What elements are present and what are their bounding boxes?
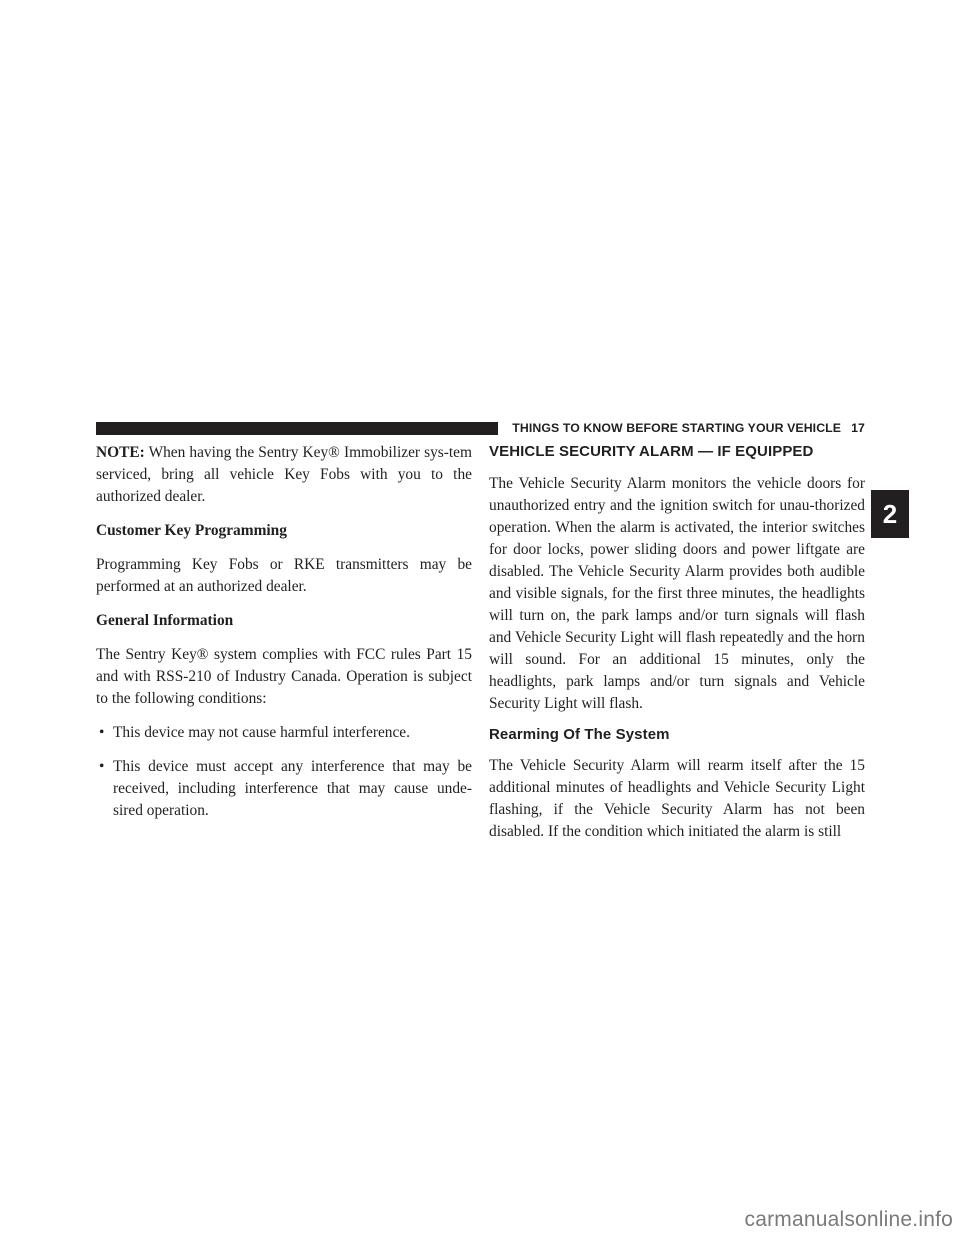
general-info-text: The Sentry Key® system complies with FCC rules Part 15 and with RSS-210 of Industry Canada. Operation is subject to the following conditions: <box>96 646 472 707</box>
running-header <box>508 420 865 436</box>
customer-key-text: Programming Key Fobs or RKE transmitters may be performed at an authorized dealer. <box>96 556 472 595</box>
general-info-heading: General Information <box>96 612 234 629</box>
right-column <box>489 442 865 843</box>
left-column <box>96 442 472 822</box>
alarm-paragraph: The Vehicle Security Alarm monitors the vehicle doors for unauthorized entry and the ignition switch for unau-thorized operation. When the alarm is activated, the interior switches for door locks, power sliding doors and power liftgate are disabled. The Vehicle Security Alarm provides both audible and visible signals, for the first three minutes, the headlights will turn on, the park lamps and/or turn signals will flash and Vehicle Security Light will flash repeatedly and the horn will sound. For an additional 15 minutes, only the headlights, park lamps and/or turn signals and Vehicle Security Light will flash. <box>489 475 865 712</box>
conditions-list <box>96 722 472 822</box>
alarm-section-heading: VEHICLE SECURITY ALARM — IF EQUIPPED <box>489 443 814 460</box>
note-paragraph <box>96 442 472 508</box>
note-label: NOTE: <box>96 444 145 461</box>
page-number: 17 <box>851 421 865 435</box>
rearming-paragraph: The Vehicle Security Alarm will rearm itself after the 15 additional minutes of headlights and Vehicle Security Light flashing, if the Vehicle Security Alarm has not been disabled. If the condition which initiated the alarm is still <box>489 757 865 840</box>
bullet-icon: • <box>99 724 105 741</box>
list-item <box>96 756 472 822</box>
customer-key-heading: Customer Key Programming <box>96 522 287 539</box>
chapter-tab: 2 <box>871 490 909 538</box>
list-item-text: This device may not cause harmful interference. <box>113 724 410 741</box>
list-item-text: This device must accept any interference that may be received, including interference that may cause unde-sired operation. <box>113 758 472 819</box>
section-title: THINGS TO KNOW BEFORE STARTING YOUR VEHICLE <box>512 421 842 435</box>
bullet-icon: • <box>99 758 105 775</box>
watermark-text: carmanualsonline.info <box>744 1208 953 1231</box>
note-text: When having the Sentry Key® Immobilizer sys-tem serviced, bring all vehicle Key Fobs with you to the authorized dealer. <box>96 444 472 505</box>
rearming-heading: Rearming Of The System <box>489 726 670 743</box>
header-rule-bar <box>96 422 498 435</box>
list-item <box>96 722 472 744</box>
